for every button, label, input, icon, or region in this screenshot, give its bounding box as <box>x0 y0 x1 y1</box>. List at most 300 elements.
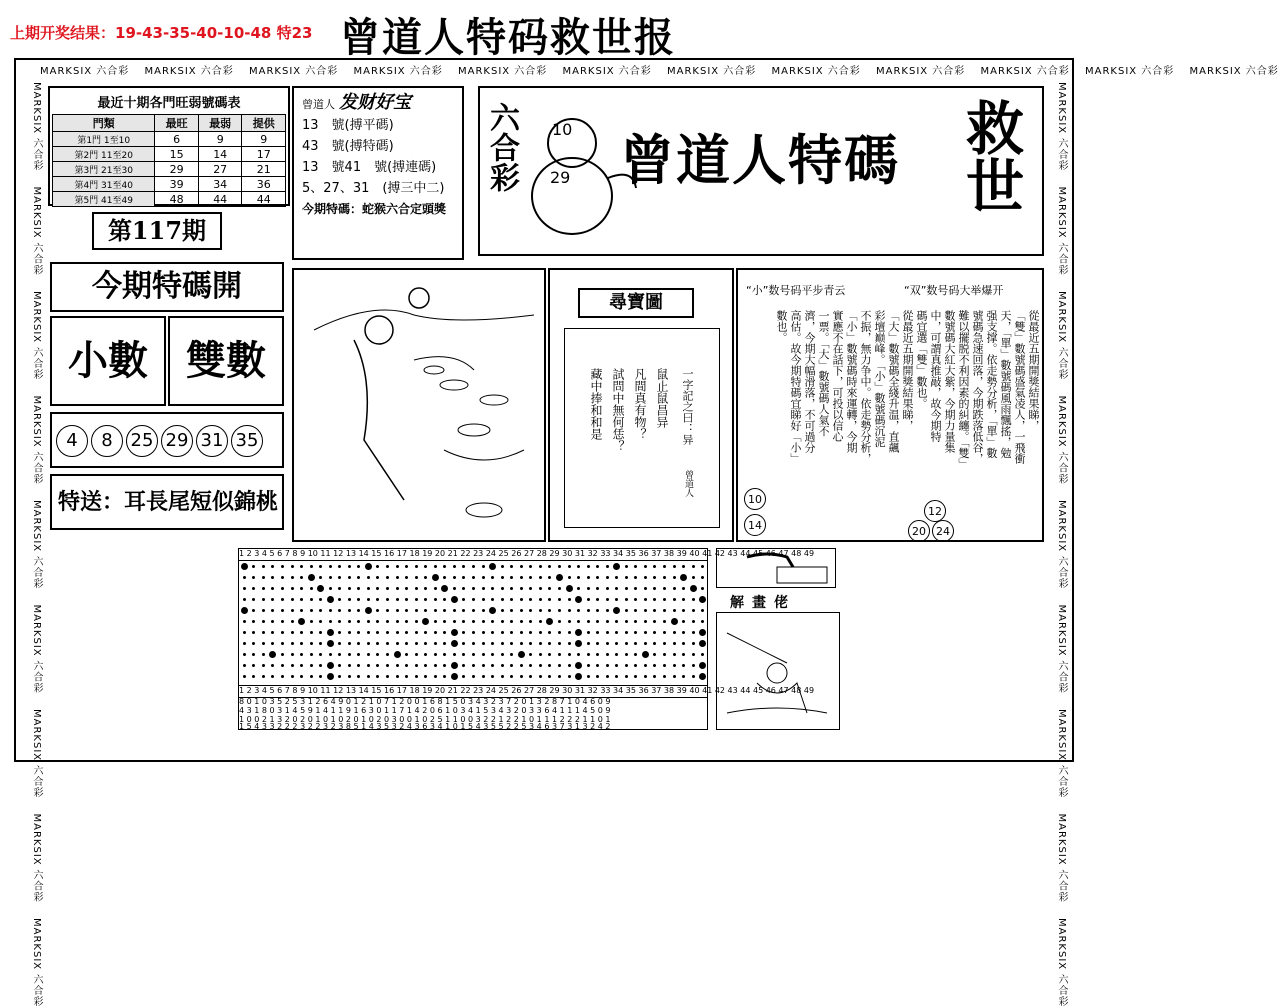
grid-dot <box>663 664 666 667</box>
grid-hit-dot <box>699 673 706 680</box>
grid-dot <box>634 664 637 667</box>
grid-dot <box>291 598 294 601</box>
grid-hit-dot <box>575 640 582 647</box>
grid-dot <box>405 620 408 623</box>
grid-dot <box>443 576 446 579</box>
grid-dot <box>529 631 532 634</box>
grid-dot <box>367 675 370 678</box>
grid-dot <box>701 620 704 623</box>
grid-dot <box>625 664 628 667</box>
grid-dot <box>577 609 580 612</box>
grid-dot <box>300 653 303 656</box>
grid-dot <box>424 653 427 656</box>
grid-dot <box>548 642 551 645</box>
grid-dot <box>357 576 360 579</box>
grid-dot <box>415 642 418 645</box>
grid-dot <box>367 642 370 645</box>
grid-dot <box>606 587 609 590</box>
grid-dot <box>558 675 561 678</box>
grid-dot <box>558 598 561 601</box>
grid-hit-dot <box>451 662 458 669</box>
grid-dot <box>262 675 265 678</box>
grid-dot <box>673 664 676 667</box>
grid-dot <box>501 642 504 645</box>
grid-dot <box>644 642 647 645</box>
number-circle: 25 <box>126 425 158 457</box>
grid-dot <box>587 565 590 568</box>
grid-dot <box>415 576 418 579</box>
grid-dot <box>634 653 637 656</box>
grid-dot <box>539 576 542 579</box>
issue-number: 第117期 <box>92 212 222 250</box>
grid-dot <box>606 631 609 634</box>
grid-dot <box>625 642 628 645</box>
grid-dot <box>243 631 246 634</box>
grid-dot <box>367 598 370 601</box>
grid-dot <box>252 576 255 579</box>
tips-heading: 曾道人 <box>302 98 335 111</box>
grid-dot <box>587 576 590 579</box>
grid-dot <box>300 565 303 568</box>
grid-dot <box>367 587 370 590</box>
grid-count-row: 1 5 4 3 3 2 2 2 3 2 2 3 2 3 8 5 1 4 3 5 3 2 4 3 6 3 4 1 0 1 5 4 3 5 5 2 2 5 3 4 6 3 7 3 1 3 2 4 2 <box>239 722 611 731</box>
grid-dot <box>596 631 599 634</box>
grid-dot <box>653 664 656 667</box>
col-header: 提供 <box>242 115 286 132</box>
grid-dot <box>424 675 427 678</box>
grid-dot <box>357 598 360 601</box>
grid-dot <box>396 609 399 612</box>
grid-dot <box>663 587 666 590</box>
special-send: 特送：耳長尾短似錦桃 <box>50 474 284 530</box>
grid-dot <box>338 620 341 623</box>
grid-dot <box>348 565 351 568</box>
grid-dot <box>424 598 427 601</box>
grid-dot <box>300 598 303 601</box>
grid-dot <box>281 631 284 634</box>
grid-dot <box>424 642 427 645</box>
number-circle: 29 <box>161 425 193 457</box>
grid-dot <box>587 642 590 645</box>
riddle-head: 一字記之曰：异 <box>681 368 694 445</box>
grid-dot <box>300 642 303 645</box>
grid-dot <box>262 664 265 667</box>
grid-hit-dot <box>613 563 620 570</box>
grid-dot <box>682 653 685 656</box>
grid-dot <box>673 609 676 612</box>
grid-dot <box>701 653 704 656</box>
grid-dot <box>396 675 399 678</box>
grid-dot <box>443 642 446 645</box>
banner-number-b: 29 <box>550 168 571 187</box>
grid-dot <box>310 642 313 645</box>
grid-dot <box>434 609 437 612</box>
grid-dot <box>252 642 255 645</box>
grid-hit-dot <box>575 596 582 603</box>
circle-number: 20 <box>908 520 930 542</box>
grid-dot <box>462 631 465 634</box>
grid-dot <box>644 565 647 568</box>
grid-dot <box>453 565 456 568</box>
grid-dot <box>520 598 523 601</box>
grid-dot <box>568 598 571 601</box>
grid-dot <box>673 631 676 634</box>
grid-dot <box>367 664 370 667</box>
grid-dot <box>291 565 294 568</box>
grid-dot <box>548 576 551 579</box>
grid-dot <box>501 664 504 667</box>
grid-hit-dot <box>575 629 582 636</box>
grid-dot <box>577 576 580 579</box>
grid-hit-dot <box>241 607 248 614</box>
grid-dot <box>663 576 666 579</box>
grid-dot <box>281 620 284 623</box>
grid-dot <box>367 653 370 656</box>
grid-dot <box>405 675 408 678</box>
grid-hit-dot <box>518 651 525 658</box>
col-header: 最旺 <box>155 115 199 132</box>
grid-dot <box>281 675 284 678</box>
grid-dot <box>310 664 313 667</box>
grid-dot <box>539 631 542 634</box>
grid-dot <box>262 587 265 590</box>
grid-dot <box>692 642 695 645</box>
grid-dot <box>252 653 255 656</box>
grid-dot <box>367 576 370 579</box>
grid-dot <box>577 620 580 623</box>
grid-dot <box>653 642 656 645</box>
grid-dot <box>682 620 685 623</box>
riddle-line: 鼠止鼠昌异 <box>655 368 669 428</box>
banner-text: 曾道人特碼 <box>620 128 900 192</box>
grid-dot <box>291 620 294 623</box>
grid-dot <box>462 565 465 568</box>
grid-dot <box>548 653 551 656</box>
left-strip: MARKSIX 六合彩 MARKSIX 六合彩 MARKSIX 六合彩 MARKSIX 六合彩 MARKSIX 六合彩 MARKSIX 六合彩 MARKSIX 六合彩 MARKSIX 六合彩 MARKSIX 六合彩 <box>31 82 42 1007</box>
col-header: 門類 <box>53 115 155 132</box>
circle-number: 24 <box>932 520 954 542</box>
circle-number: 12 <box>924 500 946 522</box>
grid-dot <box>663 620 666 623</box>
grid-dot <box>472 598 475 601</box>
grid-dot <box>405 642 408 645</box>
grid-dot <box>491 653 494 656</box>
grid-dot <box>663 653 666 656</box>
grid-dot <box>644 576 647 579</box>
grid-dot <box>243 653 246 656</box>
grid-dot <box>348 675 351 678</box>
grid-dot <box>291 587 294 590</box>
grid-dot <box>472 576 475 579</box>
grid-dot <box>520 631 523 634</box>
grid-dot <box>348 620 351 623</box>
grid-dot <box>415 565 418 568</box>
grid-dot <box>376 587 379 590</box>
grid-dot <box>376 631 379 634</box>
grid-dot <box>539 653 542 656</box>
grid-dot <box>634 609 637 612</box>
grid-dot <box>271 642 274 645</box>
grid-count-row: 1 0 0 2 1 3 2 0 2 0 1 0 1 0 2 0 1 0 2 0 3 0 0 1 0 2 5 1 1 0 0 3 2 2 1 2 2 1 0 1 1 1 2 2 2 1 1 0 1 <box>239 715 611 724</box>
grid-dot <box>329 587 332 590</box>
grid-hit-dot <box>327 640 334 647</box>
grid-dot <box>510 642 513 645</box>
grid-dot <box>415 598 418 601</box>
grid-dot <box>482 565 485 568</box>
grid-hit-dot <box>394 651 401 658</box>
grid-dot <box>453 576 456 579</box>
grid-hit-dot <box>441 585 448 592</box>
banner-side: 六合彩 <box>484 102 519 192</box>
grid-hit-dot <box>327 629 334 636</box>
grid-dot <box>682 598 685 601</box>
grid-hit-dot <box>575 662 582 669</box>
grid-hit-dot <box>451 673 458 680</box>
grid-dot <box>653 620 656 623</box>
grid-dot <box>291 631 294 634</box>
grid-dot <box>644 620 647 623</box>
grid-dot <box>568 620 571 623</box>
grid-dot <box>300 609 303 612</box>
table-row: 第2門 11至20 15 14 17 <box>53 147 286 162</box>
grid-dot <box>529 664 532 667</box>
grid-dot <box>443 620 446 623</box>
grid-dot <box>291 609 294 612</box>
grid-dot <box>634 631 637 634</box>
grid-dot <box>348 631 351 634</box>
grid-dot <box>396 565 399 568</box>
grid-dot <box>663 598 666 601</box>
grid-dot <box>300 631 303 634</box>
grid-dot <box>558 587 561 590</box>
grid-dot <box>568 576 571 579</box>
grid-dot <box>653 565 656 568</box>
grid-dot <box>615 642 618 645</box>
grid-dot <box>424 664 427 667</box>
hot-cold-table <box>48 86 290 206</box>
grid-hit-dot <box>422 618 429 625</box>
grid-dot <box>653 653 656 656</box>
grid-dot <box>443 609 446 612</box>
grid-dot <box>663 675 666 678</box>
grid-dot <box>462 598 465 601</box>
grid-dot <box>405 576 408 579</box>
table-row: 第1門 1至10 6 9 9 <box>53 132 286 147</box>
grid-dot <box>319 664 322 667</box>
analysis-head-double: “双”数号码大举爆开 <box>904 284 1004 297</box>
grid-dot <box>644 675 647 678</box>
grid-dot <box>482 620 485 623</box>
grid-dot <box>644 587 647 590</box>
grid-dot <box>692 565 695 568</box>
grid-dot <box>701 609 704 612</box>
puzzle-top-picture <box>716 548 836 588</box>
grid-dot <box>271 565 274 568</box>
grid-dot <box>501 565 504 568</box>
grid-dot <box>663 642 666 645</box>
grid-dot <box>310 631 313 634</box>
grid-dot <box>319 576 322 579</box>
grid-dot <box>501 631 504 634</box>
grid-dot <box>329 620 332 623</box>
grid-dot <box>262 598 265 601</box>
grid-hit-dot <box>699 596 706 603</box>
grid-dot <box>634 565 637 568</box>
grid-dot <box>625 653 628 656</box>
grid-dot <box>319 620 322 623</box>
grid-dot <box>386 609 389 612</box>
grid-dot <box>424 576 427 579</box>
grid-dot <box>281 653 284 656</box>
grid-dot <box>587 598 590 601</box>
grid-dot <box>462 609 465 612</box>
puzzle-title: 解畫佬 <box>730 595 796 611</box>
grid-dot <box>291 642 294 645</box>
grid-dot <box>529 565 532 568</box>
grid-dot <box>243 620 246 623</box>
grid-dot <box>625 587 628 590</box>
grid-dot <box>338 653 341 656</box>
grid-dot <box>271 631 274 634</box>
grid-dot <box>501 620 504 623</box>
grid-dot <box>692 631 695 634</box>
grid-dot <box>415 620 418 623</box>
grid-dot <box>453 653 456 656</box>
grid-dot <box>357 642 360 645</box>
grid-count-row: 4 3 1 8 0 3 1 4 5 9 1 4 1 1 9 1 6 3 0 1 1 7 1 4 2 0 6 1 0 3 4 1 5 3 4 3 2 0 3 3 6 4 1 1 1 4 5 0 9 <box>239 706 611 715</box>
grid-dot <box>376 653 379 656</box>
grid-dot <box>472 664 475 667</box>
grid-dot <box>462 664 465 667</box>
grid-dot <box>262 576 265 579</box>
grid-dot <box>663 609 666 612</box>
grid-dot <box>386 642 389 645</box>
grid-dot <box>625 609 628 612</box>
grid-dot <box>462 675 465 678</box>
grid-dot <box>692 609 695 612</box>
grid-dot <box>520 642 523 645</box>
grid-dot <box>472 587 475 590</box>
grid-dot <box>577 565 580 568</box>
riddle-line: 藏中捧和和是 <box>589 368 603 440</box>
grid-hit-dot <box>680 574 687 581</box>
grid-dot <box>548 631 551 634</box>
grid-dot <box>386 631 389 634</box>
grid-dot <box>529 587 532 590</box>
analysis-box <box>736 268 1044 542</box>
grid-dot <box>348 598 351 601</box>
main-banner <box>478 86 1044 256</box>
page-title: 曾道人特码救世报 <box>340 14 676 61</box>
grid-dot <box>596 576 599 579</box>
grid-dot <box>634 620 637 623</box>
grid-dot <box>491 675 494 678</box>
grid-dot <box>606 675 609 678</box>
grid-dot <box>491 598 494 601</box>
grid-dot <box>615 631 618 634</box>
grid-dot <box>587 620 590 623</box>
grid-dot <box>252 609 255 612</box>
grid-dot <box>491 587 494 590</box>
number-circle: 4 <box>56 425 88 457</box>
grid-dot <box>434 565 437 568</box>
grid-dot <box>453 609 456 612</box>
grid-dot <box>482 609 485 612</box>
grid-dot <box>443 598 446 601</box>
grid-dot <box>443 565 446 568</box>
grid-dot <box>424 609 427 612</box>
grid-dot <box>596 598 599 601</box>
grid-dot <box>510 653 513 656</box>
grid-dot <box>367 631 370 634</box>
grid-dot <box>443 631 446 634</box>
grid-dot <box>673 675 676 678</box>
grid-dot <box>434 653 437 656</box>
analysis-columns: 從最近五期開獎結果睇， 「雙」數號碼盛氣凌人，一飛衝 天，「單」數號碼風雨飄搖，勉 强支撑。依走勢分析，「單」數 號碼急速回落，今期跌落低谷， 難以擺脱不利因素的糾纏。「雙」 數號碼大紅大紫，今期力量集 中，可謂真推敲，故今期特 碼宜選「雙」數也。 從最近五期開獎結果睇， 「大」數號碼全綫升温，直飆 彩壇巅峰。「小」數號碼沉泥 不振，無力争中。依走勢分析， 「小」數號碼時來運轉，今期 實應不在話下，可投以信心 一票。「大」數號碼人氣不 濟，今期大幅滑落，不可過分 高估。故今期特碼宜睇好「小」 數也。 <box>775 310 1040 470</box>
grid-dot <box>615 587 618 590</box>
grid-dot <box>453 620 456 623</box>
banner-text-right: 救世 <box>956 98 1024 214</box>
grid-dot <box>243 664 246 667</box>
grid-dot <box>653 609 656 612</box>
grid-dot <box>568 664 571 667</box>
grid-dot <box>568 631 571 634</box>
grid-dot <box>529 609 532 612</box>
grid-dot <box>462 642 465 645</box>
grid-dot <box>262 620 265 623</box>
grid-dot <box>529 620 532 623</box>
grid-hit-dot <box>642 651 649 658</box>
grid-dot <box>386 620 389 623</box>
grid-dot <box>596 609 599 612</box>
grid-dot <box>281 609 284 612</box>
grid-dot <box>520 664 523 667</box>
grid-dot <box>271 675 274 678</box>
grid-dot <box>319 642 322 645</box>
tip-line: 5、27、31 (搏三中二) <box>302 181 445 196</box>
grid-dot-row <box>239 605 707 616</box>
grid-dot <box>319 631 322 634</box>
grid-dot <box>701 565 704 568</box>
grid-hit-dot <box>365 563 372 570</box>
grid-footer-header: 1 2 3 4 5 6 7 8 9 10 11 12 13 14 15 16 17 18 19 20 21 22 23 24 25 26 27 28 29 30 31 32 33 34 35 36 37 38 39 40 41 42 43 44 45 46 47 48 49 <box>239 685 707 698</box>
grid-dot <box>271 620 274 623</box>
grid-dot <box>281 576 284 579</box>
grid-dot <box>529 576 532 579</box>
grid-dot <box>692 664 695 667</box>
analysis-head-small: “小”数号码平步青云 <box>746 284 846 297</box>
grid-dot <box>501 587 504 590</box>
tip-line: 43 號(搏特碼) <box>302 139 394 154</box>
table-row: 第4門 31至40 39 34 36 <box>53 177 286 192</box>
grid-dot <box>357 653 360 656</box>
grid-dot <box>329 576 332 579</box>
grid-dot <box>482 587 485 590</box>
grid-dot <box>443 664 446 667</box>
grid-dot <box>653 576 656 579</box>
grid-dot <box>634 675 637 678</box>
grid-dot <box>644 664 647 667</box>
grid-dot <box>262 565 265 568</box>
grid-dot <box>653 675 656 678</box>
grid-dot <box>682 675 685 678</box>
grid-hit-dot <box>365 607 372 614</box>
grid-dot <box>701 587 704 590</box>
table-title: 最近十期各門旺弱號碼表 <box>97 96 241 111</box>
grid-dot <box>338 675 341 678</box>
grid-dot <box>405 664 408 667</box>
grid-dot <box>606 642 609 645</box>
